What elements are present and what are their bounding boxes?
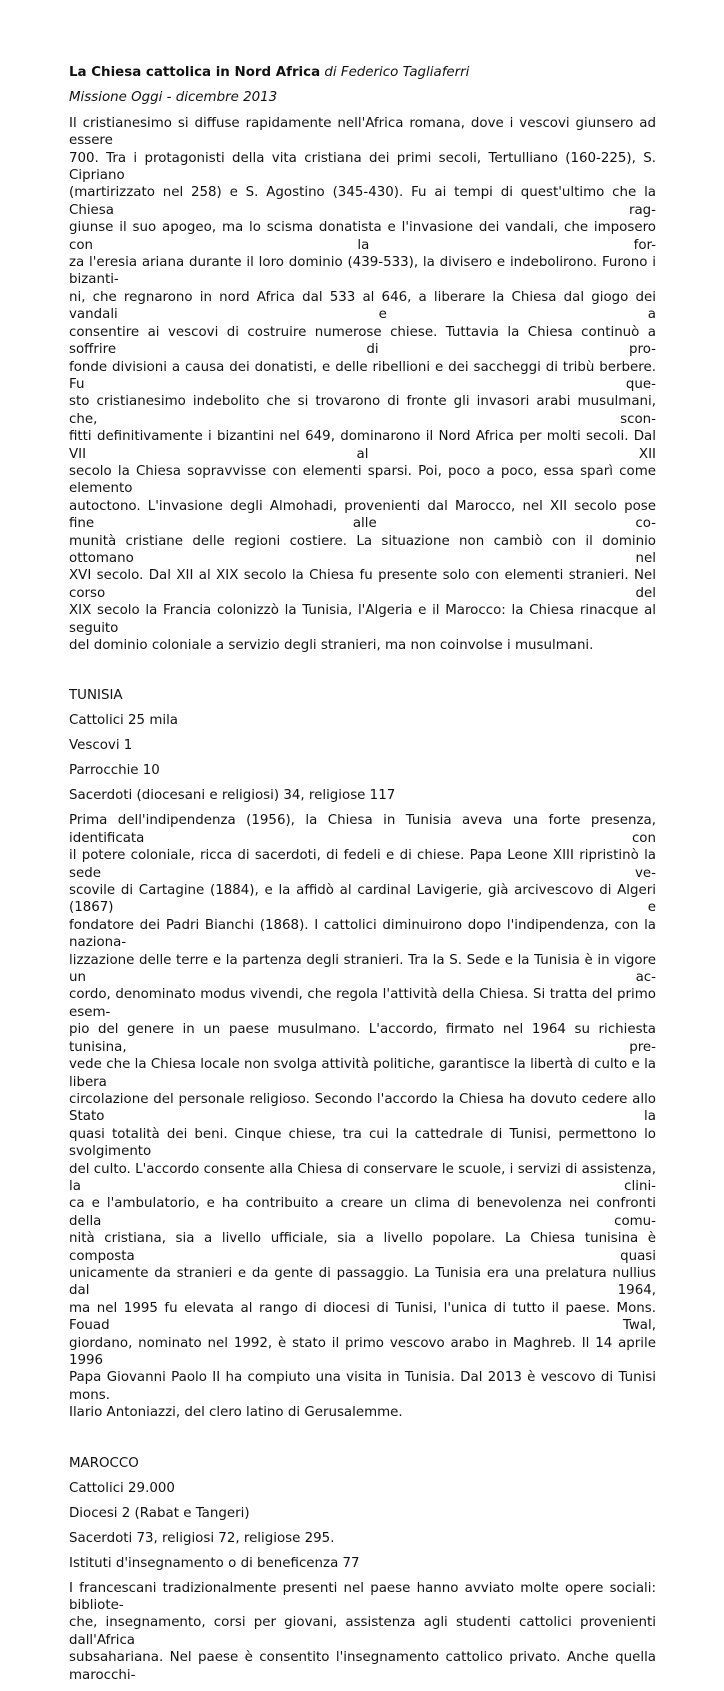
text-line: ni, che regnarono in nord Africa dal 533 al 646, a liberare la Chiesa dal giogo dei vandali e a [69,289,656,323]
marocco-stat: Cattolici 29.000 [69,1480,175,1496]
text-line: (martirizzato nel 258) e S. Agostino (345-430). Fu ai tempi di quest'ultimo che la Chiesa rag- [69,185,656,218]
text-line: cordo, denominato modus vivendi, che regola l'attività della Chiesa. Si tratta del primo esem- [69,987,656,1020]
text-line: I francescani tradizionalmente presenti nel paese hanno avviato molte opere sociali: bibliote- [69,1580,656,1614]
text-line: za l'eresia ariana durante il loro dominio (439-533), la divisero e indebolirono. Furono i bizanti- [69,255,656,288]
marocco-stat: Sacerdoti 73, religiosi 72, religiose 295. [69,1530,335,1546]
text-line: scovile di Cartagine (1884), e la affidò al cardinal Lavigerie, già arcivescovo di Algeri (1867) e [69,883,656,916]
document-page [69,64,656,1691]
article-source: Missione Oggi - dicembre 2013 [69,90,278,106]
text-line: quasi totalità dei beni. Cinque chiese, tra cui la cattedrale di Tunisi, permettono lo svolgimento [69,1126,656,1160]
text-line: fonde divisioni a causa dei donatisti, e delle ribellioni e dei saccheggi di tribù berbere. Fu que- [69,359,656,392]
text-line: lizzazione delle terre e la partenza degli stranieri. Tra la S. Sede e la Tunisia è in vigore un ac- [69,952,656,986]
section-spacer [69,1429,656,1455]
text-line: Il cristianesimo si diffuse rapidamente nell'Africa romana, dove i vescovi giunsero ad essere [69,115,656,149]
tunisia-stat: Parrocchie 10 [69,763,160,779]
text-line: del culto. L'accordo consente alla Chiesa di conservare le scuole, i servizi di assistenza, la clini- [69,1161,656,1194]
text-line: autoctono. L'invasione degli Almohadi, provenienti dal Marocco, nel XII secolo pose fine alle co- [69,498,656,532]
text-line: del dominio coloniale a servizio degli stranieri, ma non coinvolse i musulmani. [69,638,594,653]
tunisia-section [69,687,656,1421]
text-line: pio del genere in un paese musulmano. L'accordo, firmato nel 1964 su richiesta tunisina, pre- [69,1022,656,1055]
tunisia-stat: Vescovi 1 [69,738,133,754]
marocco-stat: Diocesi 2 (Rabat e Tangeri) [69,1505,250,1521]
text-line: Ilario Antoniazzi, del clero latino di Gerusalemme. [69,1405,403,1421]
text-line: consentire ai vescovi di costruire numerose chiese. Tuttavia la Chiesa continuò a soffrire di pro- [69,324,656,358]
marocco-section [69,1455,656,1684]
section-spacer [69,661,656,687]
article-author: di Federico Tagliaferri [324,65,470,80]
text-line: il potere coloniale, ricca di sacerdoti, di fedeli e di chiese. Papa Leone XIII ripristinò la sede ve- [69,848,656,881]
text-line: sto cristianesimo indebolito che si trovarono di fronte gli invasori arabi musulmani, che, scon- [69,394,656,427]
text-line: circolazione del personale religioso. Secondo l'accordo la Chiesa ha dovuto cedere allo Stato la [69,1091,656,1125]
text-line: fitti definitivamente i bizantini nel 649, dominarono il Nord Africa per molti secoli. Dal VII al XII [69,429,656,462]
tunisia-paragraph [69,812,656,1421]
intro-paragraph [69,115,656,655]
text-line: Prima dell'indipendenza (1956), la Chiesa in Tunisia aveva una forte presenza, identificata con [69,813,656,846]
text-line: Papa Giovanni Paolo II ha compiuto una visita in Tunisia. Dal 2013 è vescovo di Tunisi mons. [69,1370,656,1403]
text-line: nità cristiana, sia a livello ufficiale, sia a livello popolare. La Chiesa tunisina è composta quasi [69,1231,656,1264]
text-line: vede che la Chiesa locale non svolga attività politiche, garantisce la libertà di culto e la libera [69,1057,656,1090]
text-line: unicamente da stranieri e da gente di passaggio. La Tunisia era una prelatura nullius dal 1964, [69,1265,656,1299]
text-line: giordano, nominato nel 1992, è stato il primo vescovo arabo in Maghreb. Il 14 aprile 1996 [69,1335,656,1368]
text-line: ca e l'ambulatorio, e ha contribuito a creare un clima di benevolenza nei confronti della comu- [69,1196,656,1229]
marocco-heading: MAROCCO [69,1455,139,1471]
article-title: La Chiesa cattolica in Nord Africa [69,65,321,80]
tunisia-heading: TUNISIA [69,688,123,704]
text-line: XVI secolo. Dal XII al XIX secolo la Chiesa fu presente solo con elementi stranieri. Nel corso del [69,568,656,601]
marocco-stat: Istituti d'insegnamento o di beneficenza 77 [69,1555,360,1571]
text-line: che, insegnamento, corsi per giovani, assistenza agli studenti cattolici provenienti dall'Africa [69,1615,656,1648]
text-line: 700. Tra i protagonisti della vita cristiana dei primi secoli, Tertulliano (160-225), S. Cipriano [69,150,656,184]
marocco-paragraph [69,1580,656,1684]
text-line: munità cristiane delle regioni costiere. La situazione non cambiò con il dominio ottomano nel [69,533,656,566]
text-line: ma nel 1995 fu elevata al rango di diocesi di Tunisi, l'unica di tutto il paese. Mons. Fouad Twal, [69,1300,656,1334]
text-line: subsahariana. Nel paese è consentito l'insegnamento cattolico privato. Anche quella marocchi- [69,1650,656,1683]
tunisia-stat: Sacerdoti (diocesani e religiosi) 34, religiose 117 [69,788,396,804]
article-heading [69,64,656,81]
text-line: secolo la Chiesa sopravvisse con elementi sparsi. Poi, poco a poco, essa sparì come elemento [69,463,656,497]
tunisia-stat: Cattolici 25 mila [69,713,179,729]
text-line: fondatore dei Padri Bianchi (1868). I cattolici diminuirono dopo l'indipendenza, con la naziona- [69,917,656,951]
text-line: XIX secolo la Francia colonizzò la Tunisia, l'Algeria e il Marocco: la Chiesa rinacque al seguito [69,603,656,636]
text-line: giunse il suo apogeo, ma lo scisma donatista e l'invasione dei vandali, che imposero con la for- [69,220,656,253]
